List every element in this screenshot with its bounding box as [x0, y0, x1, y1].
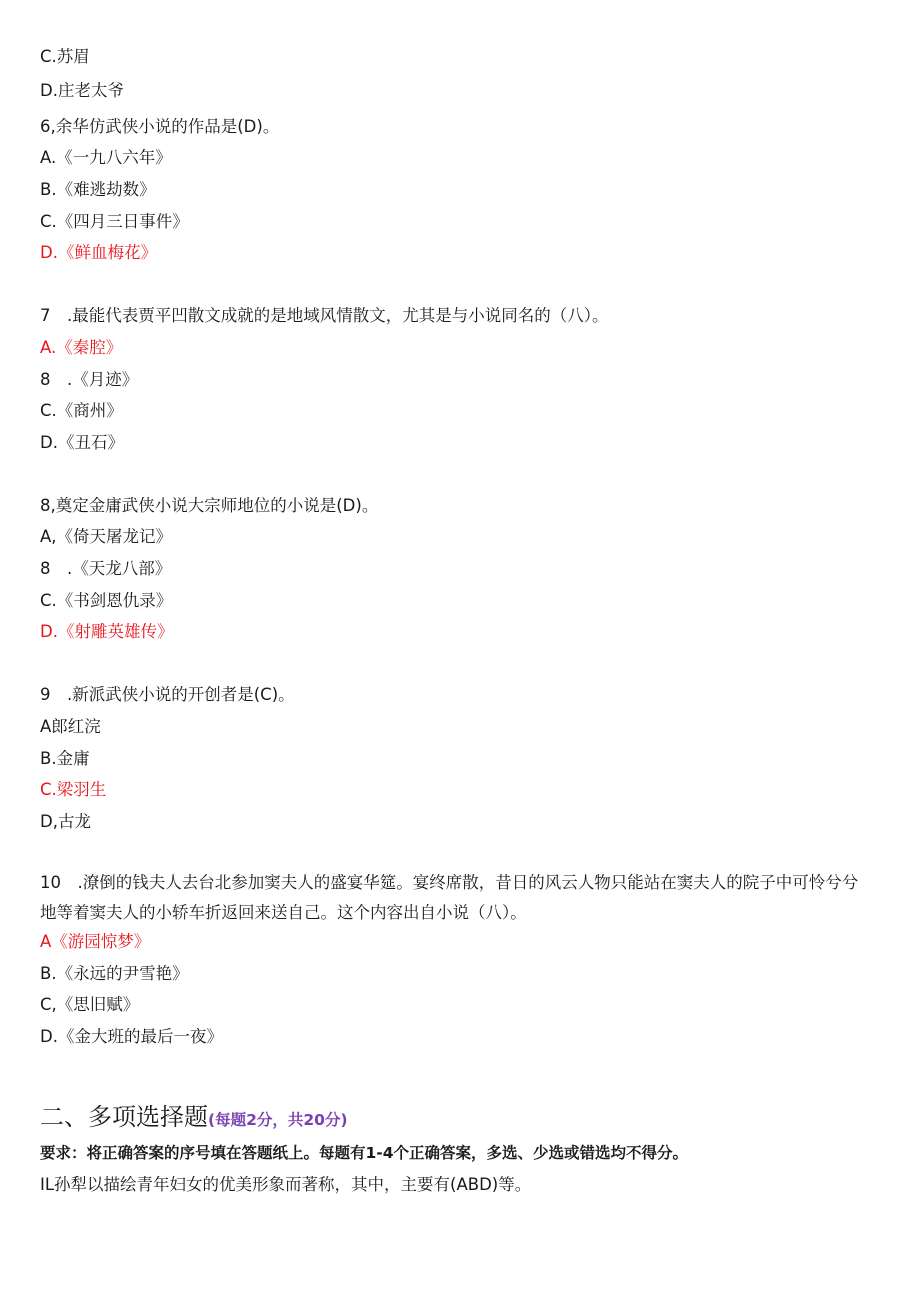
q6-option-c: C.《四月三日事件》: [40, 212, 189, 231]
q8-option-c: C.《书剑恩仇录》: [40, 591, 173, 610]
q6-option-d-correct: D.《鲜血梅花》: [40, 243, 157, 262]
q11-stem: IL孙犁以描绘青年妇女的优美形象而著称，其中，主要有(ABD)等。: [40, 1175, 532, 1194]
q8-option-b: 8 .《天龙八部》: [40, 559, 172, 578]
q9-option-b: B.金庸: [40, 749, 90, 768]
q10-option-b: B.《永远的尹雪艳》: [40, 964, 189, 983]
section-heading: [40, 1100, 348, 1137]
q10-option-c: C,《思旧赋》: [40, 995, 140, 1014]
q10-option-a-correct: A《游园惊梦》: [40, 932, 151, 951]
q7-option-c: C.《商州》: [40, 401, 123, 420]
q10-option-d: D.《金大班的最后一夜》: [40, 1027, 223, 1046]
q8-option-d-correct: D.《射雕英雄传》: [40, 622, 174, 641]
q6-stem: 6,余华仿武侠小说的作品是(D)。: [40, 117, 280, 136]
q6-option-a: A.《一九八六年》: [40, 148, 172, 167]
q5-option-d: D.庄老太爷: [40, 81, 124, 100]
q9-stem: 9 .新派武侠小说的开创者是(C)。: [40, 685, 295, 704]
q8-stem: 8,奠定金庸武侠小说大宗师地位的小说是(D)。: [40, 496, 379, 515]
q6-option-b: B.《难逃劫数》: [40, 180, 156, 199]
section-title: 二、多项选择题: [40, 1103, 208, 1131]
q7-option-b: 8 .《月迹》: [40, 370, 139, 389]
q7-stem: 7 .最能代表贾平凹散文成就的是地域风情散文，尤其是与小说同名的（八）。: [40, 306, 609, 325]
section-requirement: 要求：将正确答案的序号填在答题纸上。每题有1-4个正确答案，多选、少选或错选均不得分。: [40, 1144, 689, 1162]
q9-option-a: A郎红浣: [40, 717, 101, 736]
q9-option-d: D,古龙: [40, 812, 91, 831]
q7-option-d: D.《丑石》: [40, 433, 124, 452]
q7-option-a-correct: A.《秦腔》: [40, 338, 123, 357]
q10-stem: 10 .潦倒的钱夫人去台北参加窦夫人的盛宴华筵。宴终席散，昔日的风云人物只能站在窦夫人的院子中可怜兮兮地等着窦夫人的小轿车折返回来送自己。这个内容出自小说（八）。: [40, 873, 859, 922]
q5-option-c: C.苏眉: [40, 47, 90, 66]
q8-option-a: A,《倚天屠龙记》: [40, 527, 173, 546]
q9-option-c-correct: C.梁羽生: [40, 780, 107, 799]
section-score-note: (每题2分，共20分): [208, 1111, 348, 1129]
